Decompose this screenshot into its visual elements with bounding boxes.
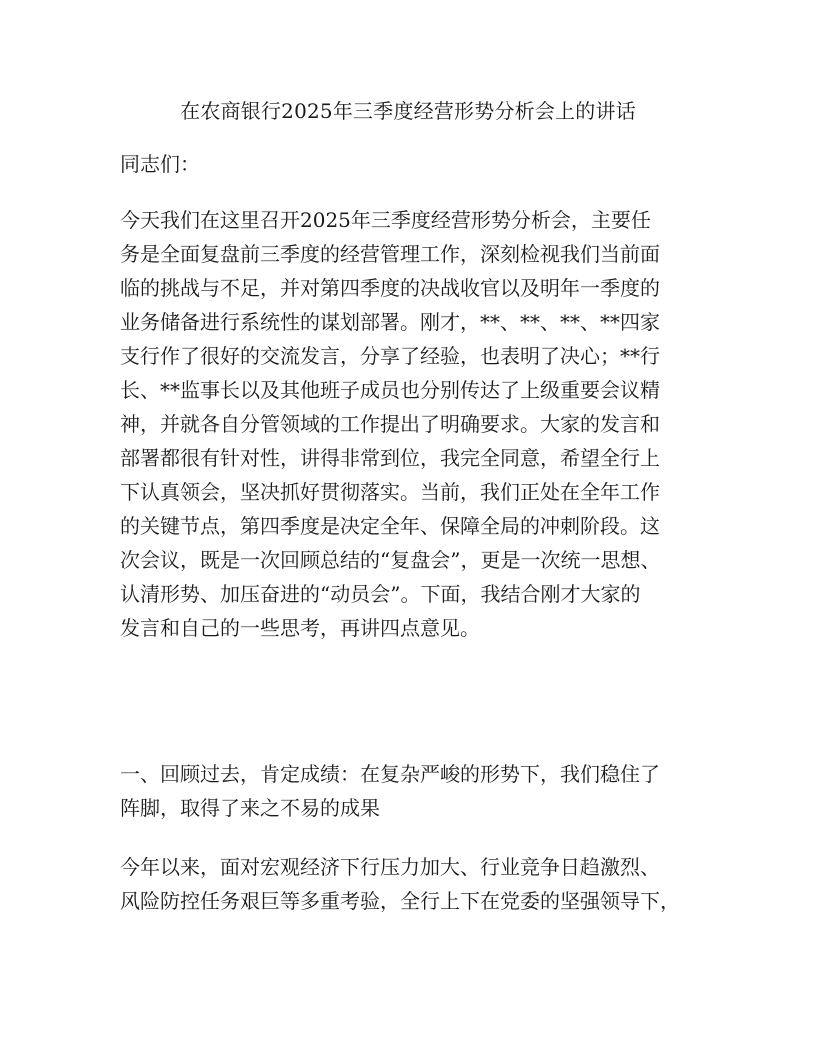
text-line: 发言和自己的一些思考，再讲四点意见。 bbox=[120, 616, 480, 640]
document-title: 在农商银行2025年三季度经营形势分析会上的讲话 bbox=[180, 99, 636, 123]
text-line: 临的挑战与不足，并对第四季度的决战收官以及明年一季度的 bbox=[120, 276, 660, 300]
text-line: 的关键节点，第四季度是决定全年、保障全局的冲刺阶段。这 bbox=[120, 514, 660, 538]
text-line: 支行作了很好的交流发言，分享了经验，也表明了决心；**行 bbox=[120, 344, 660, 368]
paragraph-opening bbox=[120, 203, 720, 645]
text-line: 今年以来，面对宏观经济下行压力加大、行业竞争日趋激烈、 bbox=[120, 855, 660, 879]
text-line: 下认真领会，坚决抓好贯彻落实。当前，我们正处在全年工作 bbox=[120, 480, 660, 504]
text-line: 一、回顾过去，肯定成绩：在复杂严峻的形势下，我们稳住了 bbox=[120, 762, 660, 786]
salutation: 同志们： bbox=[120, 152, 200, 176]
text-line: 长、**监事长以及其他班子成员也分别传达了上级重要会议精 bbox=[120, 378, 660, 402]
text-line: 次会议，既是一次回顾总结的“复盘会”，更是一次统一思想、 bbox=[120, 548, 661, 572]
text-line: 务是全面复盘前三季度的经营管理工作，深刻检视我们当前面 bbox=[120, 242, 660, 266]
text-line: 风险防控任务艰巨等多重考验，全行上下在党委的坚强领导下， bbox=[120, 889, 680, 913]
section-heading-1 bbox=[120, 757, 720, 825]
text-line: 部署都很有针对性，讲得非常到位，我完全同意，希望全行上 bbox=[120, 446, 660, 470]
text-line: 阵脚，取得了来之不易的成果 bbox=[120, 796, 380, 820]
text-line: 认清形势、加压奋进的“动员会”。下面，我结合刚才大家的 bbox=[120, 582, 641, 606]
paragraph-review bbox=[120, 850, 720, 918]
text-line: 今天我们在这里召开2025年三季度经营形势分析会，主要任 bbox=[120, 208, 651, 232]
text-line: 业务储备进行系统性的谋划部署。刚才，**、**、**、**四家 bbox=[120, 310, 660, 334]
text-line: 神，并就各自分管领域的工作提出了明确要求。大家的发言和 bbox=[120, 412, 660, 436]
